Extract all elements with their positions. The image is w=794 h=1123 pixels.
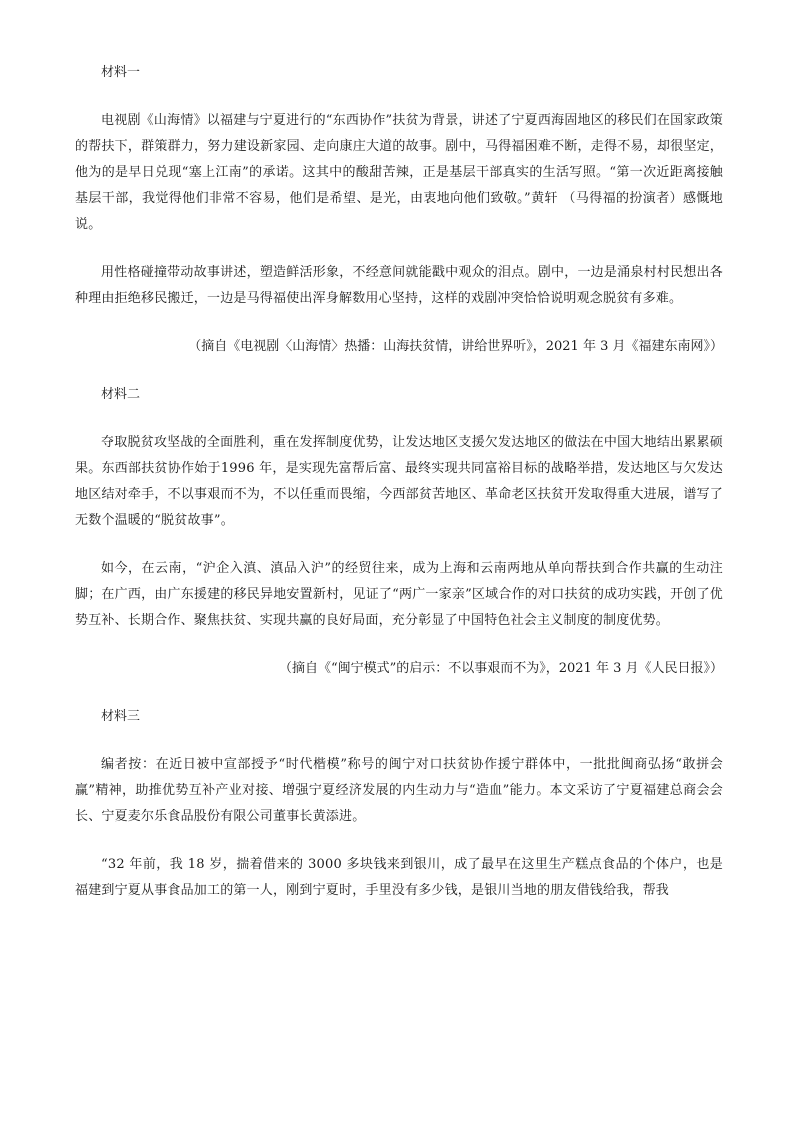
material3-paragraph-2: “32 年前，我 18 岁，揣着借来的 3000 多块钱来到银川，成了最早在这里生产糕点食品的个体户，也是福建到宁夏从事食品加工的第一人，刚到宁夏时，手里没有多少钱，是银川当地的朋友借钱给我，帮我 — [75, 857, 723, 898]
material1-paragraph-2: 用性格碰撞带动故事讲述，塑造鲜活形象，不经意间就能戳中观众的泪点。剧中，一边是涌泉村村民想出各种理由拒绝移民搬迁，一边是马得福使出浑身解数用心坚持，这样的戏剧冲突恰恰说明观念脱贫有多难。 — [75, 265, 723, 306]
material2-paragraph-2: 如今，在云南，“沪企入滇、滇品入沪”的经贸往来，成为上海和云南两地从单向帮扶到合作共赢的生动注脚；在广西，由广东援建的移民异地安置新村，见证了“两广一家亲”区域合作的对口扶贫的成功实践，开创了优势互补、长期合作、聚焦扶贫、实现共赢的良好局面，充分彰显了中国特色社会主义制度的制度优势。 — [75, 561, 723, 628]
document-body — [75, 60, 723, 904]
material1-heading: 材料一 — [101, 65, 141, 80]
material1-paragraph-1: 电视剧《山海情》以福建与宁夏进行的“东西协作”扶贫为背景，讲述了宁夏西海固地区的移民们在国家政策的帮扶下，群策群力，努力建设新家园、走向康庄大道的故事。剧中，马得福困难不断，走得不易，却很坚定，他为的是早日兑现“塞上江南”的承诺。这其中的酸甜苦辣，正是基层干部真实的生活写照。“第一次近距离接触基层干部，我觉得他们非常不容易，他们是希望、是光，由衷地向他们致敬。”黄轩 （马得福的扮演者）感慨地说。 — [75, 113, 723, 232]
material3-heading: 材料三 — [101, 709, 141, 724]
material2-source: （摘自《“闽宁模式”的启示：不以事艰而不为》，2021 年 3 月《人民日报》） — [278, 661, 723, 676]
material3-paragraph-1: 编者按：在近日被中宣部授予“时代楷模”称号的闽宁对口扶贫协作援宁群体中，一批批闽商弘扬“敢拼会赢”精神，助推优势互补产业对接、增强宁夏经济发展的内生动力与“造血”能力。本文采访了宁夏福建总商会会长、宁夏麦尔乐食品股份有限公司董事长黄添进。 — [75, 757, 723, 824]
material2-heading: 材料二 — [101, 387, 141, 402]
material1-source: （摘自《电视剧〈山海情〉热播：山海扶贫情，讲给世界听》，2021 年 3 月《福建东南网》） — [188, 339, 723, 354]
material2-paragraph-1: 夺取脱贫攻坚战的全面胜利，重在发挥制度优势，让发达地区支援欠发达地区的做法在中国大地结出累累硕果。东西部扶贫协作始于1996 年，是实现先富帮后富、最终实现共同富裕目标的战略举措，发达地区与欠发达地区结对牵手，不以事艰而不为，不以任重而畏缩，今西部贫苦地区、革命老区扶贫开发取得重大进展，谱写了无数个温暖的“脱贫故事”。 — [75, 435, 723, 528]
